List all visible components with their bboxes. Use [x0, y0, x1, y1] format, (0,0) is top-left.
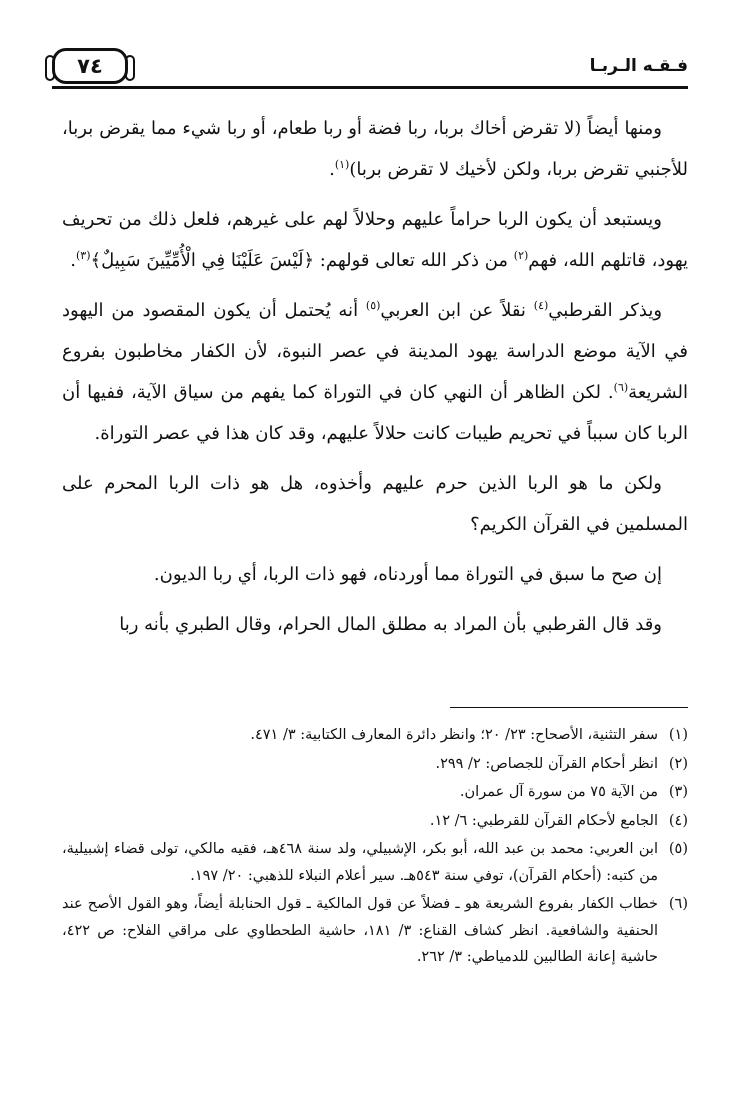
paragraph-4: ولكن ما هو الربا الذين حرم عليهم وأخذوه، هل هو ذات الربا المحرم على المسلمين في القرآن الكريم؟ [62, 473, 688, 535]
main-text [62, 108, 688, 654]
footnote-4: (٤) الجامع لأحكام القرآن للقرطبي: ٦/ ١٢. [429, 812, 688, 829]
quran-quote: ﴿لَيْسَ عَلَيْنَا فِي الْأُمِّيِّينَ سَبِيلٌ﴾ [90, 250, 315, 271]
running-title: فـقـه الـربـا [589, 56, 688, 76]
header-rule [52, 86, 688, 89]
page-header [52, 48, 688, 92]
footnote-2: (٢) انظر أحكام القرآن للجصاص: ٢/ ٢٩٩. [435, 755, 688, 772]
footnote-ref-2: (٢) [513, 249, 529, 262]
footnote-ref-5: (٥) [365, 299, 381, 312]
paragraph-3: ويذكر القرطبي$^{(٤)}$ نقلاً عن ابن العربي$^{(٥)}$ أنه يُحتمل أن يكون المقصود من اليهود في الآية موضع الدراسة يهود المدينة في عصر النبوة، لأن الكفار مخاطبون بفروع الشريعة$^{(٦)}$. لكن الظاهر أن النهي كان في التوراة كما يفهم من سياق الآية، ففيها أن الربا كان سبباً في تحريم طيبات كانت حلالاً عليهم، وقد كان هذا في عصر التوراة. [62, 299, 688, 444]
footnotes [62, 722, 688, 973]
paragraph-6: وقد قال القرطبي بأن المراد به مطلق المال الحرام، وقال الطبري بأنه ربا [119, 614, 662, 635]
footnote-5: (٥) ابن العربي: محمد بن عبد الله، أبو بكر، الإشبيلي، ولد سنة ٤٦٨هـ، فقيه مالكي، تولى قضاء إشبيلية، من كتبه: (أحكام القرآن)، توفي سنة ٥٤٣هـ. سير أعلام النبلاء للذهبي: ٢٠/ ١٩٧. [62, 841, 688, 884]
paragraph-5: إن صح ما سبق في التوراة مما أوردناه، فهو ذات الربا، أي ربا الديون. [153, 564, 662, 585]
footnote-ref-4: (٤) [533, 299, 549, 312]
footnote-3: (٣) من الآية ٧٥ من سورة آل عمران. [459, 784, 688, 800]
footnote-6: (٦) خطاب الكفار بفروع الشريعة هو ـ فضلاً عن قول المالكية ـ قول الحنابلة أيضاً، وهو القول الأصح عند الحنفية والشافعية. انظر كشاف القناع: ٣/ ١٨١، حاشية الطحطاوي على مراقي الفلاح: ص ٤٢٢، حاشية إعانة الطالبين للدمياطي: ٣/ ٢٦٢. [62, 896, 688, 965]
paragraph-2: ويستبعد أن يكون الربا حراماً عليهم وحلالاً لهم على غيرهم، فلعل ذلك من تحريف يهود، قاتلهم الله، فهم$^{(٢)}$ من ذكر الله تعالى قولهم: ﴿لَيْسَ عَلَيْنَا فِي الْأُمِّيِّينَ سَبِيلٌ﴾$^{(٣)}$. [62, 209, 688, 271]
footnote-ref-1: (١) [334, 158, 350, 171]
footnote-separator [450, 707, 688, 708]
footnote-ref-3: (٣) [76, 249, 91, 262]
page-number: ٧٤ [52, 48, 128, 84]
footnote-1: (١) سفر التثنية، الأصحاح: ٢٣/ ٢٠؛ وانظر دائرة المعارف الكتابية: ٣/ ٤٧١. [250, 727, 688, 743]
paragraph-1: ومنها أيضاً (لا تقرض أخاك بربا، ربا فضة أو ربا طعام، أو ربا شيء مما يقرض بربا، للأجنبي تقرض بربا، ولكن لأخيك لا تقرض بربا)$^{(١)}$. [62, 118, 688, 180]
footnote-ref-6: (٦) [613, 381, 629, 394]
